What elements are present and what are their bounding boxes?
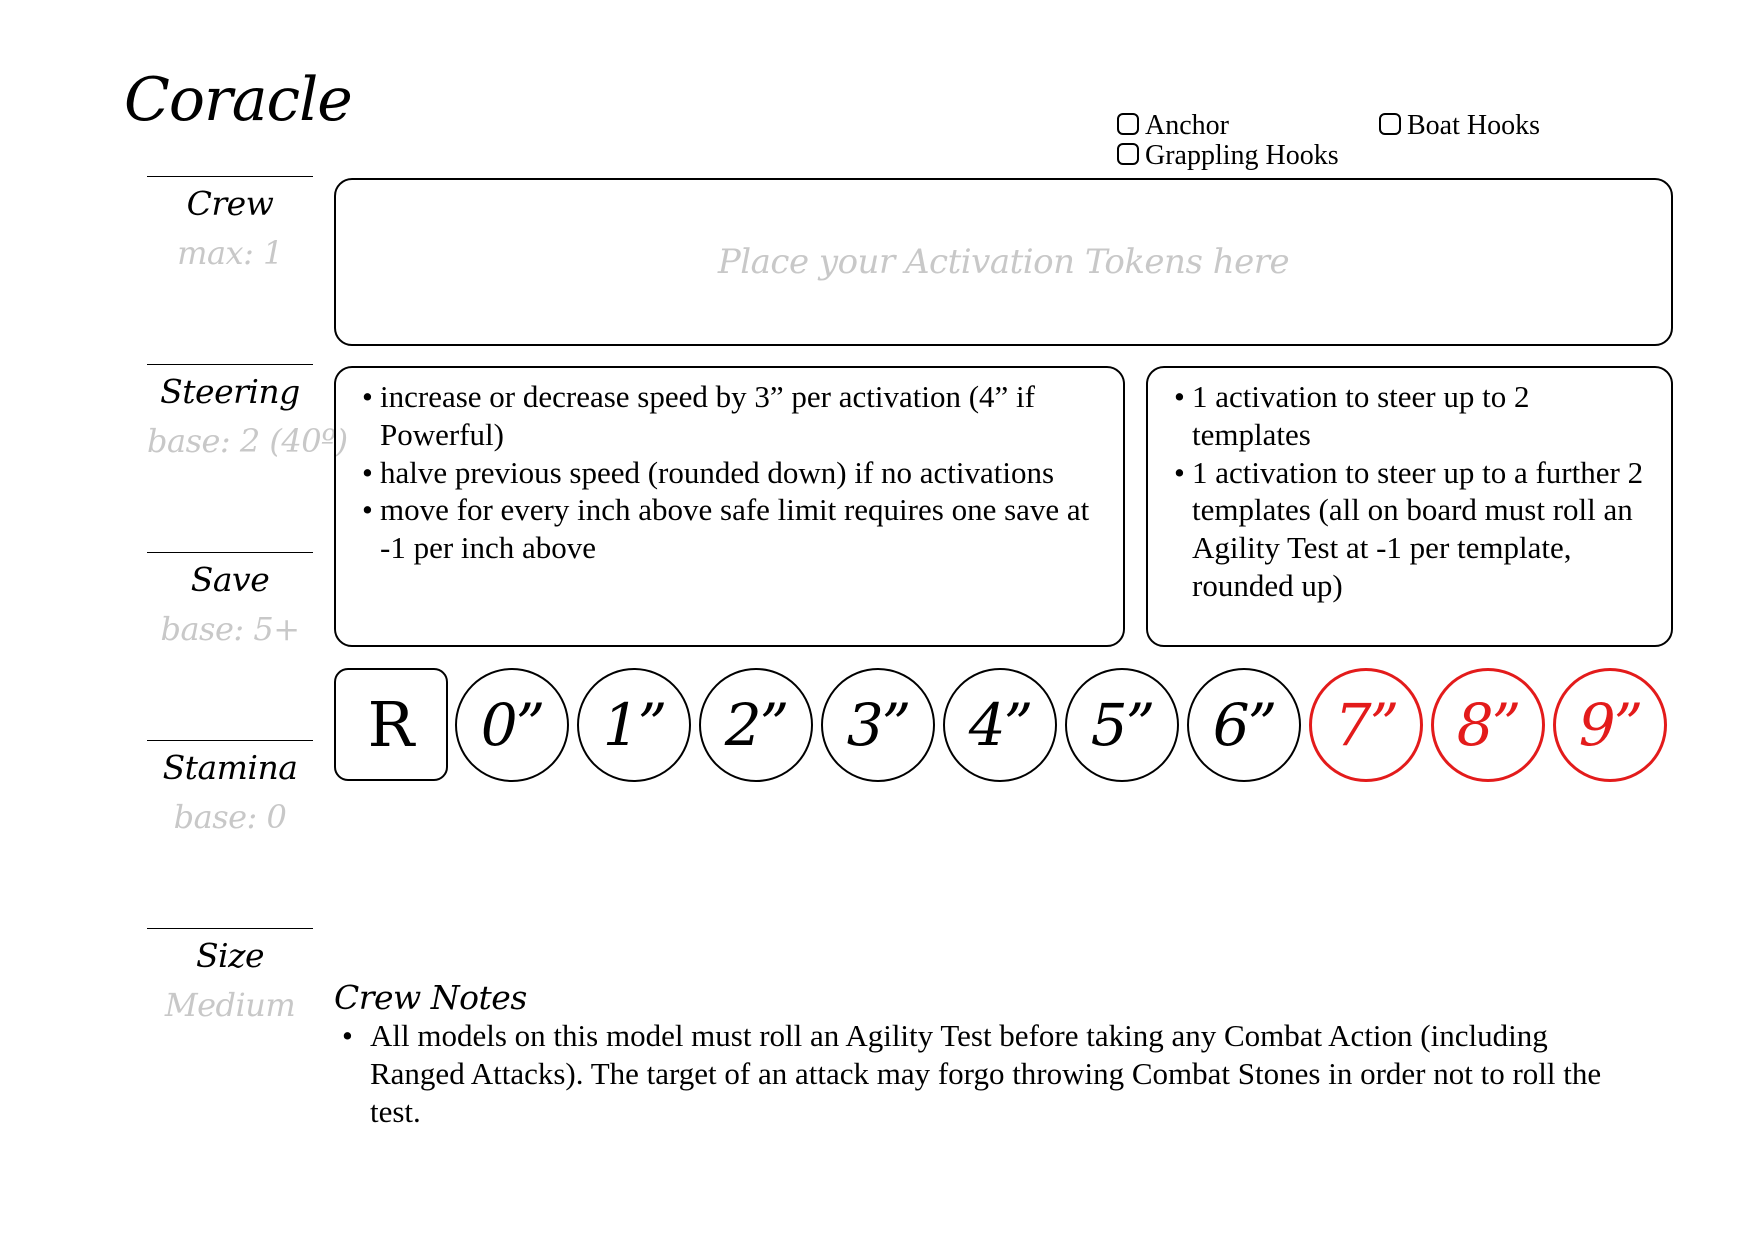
stat-steering [147,364,348,460]
equipment-boat-hooks[interactable] [1379,112,1540,140]
speed-rules-panel [334,366,1125,647]
stat-value: base: 5+ [160,609,300,648]
divider [147,740,313,741]
activation-placeholder: Place your Activation Tokens here [717,242,1290,282]
stat-size [147,928,313,1024]
crew-notes [342,1017,1622,1130]
speed-circle[interactable]: 2” [699,668,813,782]
ship-title: Coracle [124,65,352,135]
equipment-grappling-hooks[interactable] [1117,142,1339,170]
rule-item: • 1 activation to steer up to 2 templates [1174,378,1651,454]
reverse-box[interactable]: R [334,668,448,781]
speed-circle[interactable]: 4” [943,668,1057,782]
stat-label: Save [190,560,270,599]
stat-label: Stamina [162,748,298,787]
divider [147,928,313,929]
speed-circle-unsafe[interactable]: 9” [1553,668,1667,782]
equipment-label: Boat Hooks [1407,110,1540,141]
activation-token-area[interactable] [334,178,1673,346]
stat-crew [147,176,313,272]
stat-label: Size [195,936,265,975]
stat-label: Crew [186,184,274,223]
equipment-label: Anchor [1145,110,1229,141]
checkbox-icon[interactable] [1117,113,1139,135]
speed-circle[interactable]: 3” [821,668,935,782]
divider [147,552,313,553]
speed-circle[interactable]: 0” [455,668,569,782]
crew-notes-title: Crew Notes [334,978,527,1017]
rule-item: • 1 activation to steer up to a further 2 templates (all on board must roll an Agility Test at -1 per template, rounded up) [1174,454,1651,605]
checkbox-icon[interactable] [1117,143,1139,165]
rule-item: • halve previous speed (rounded down) if no activations [362,454,1103,492]
stat-save [147,552,313,648]
divider [147,364,313,365]
stat-value: Medium [164,985,296,1024]
stat-value: base: 0 [173,797,287,836]
note-item: • All models on this model must roll an Agility Test before taking any Combat Action (including Ranged Attacks). The target of an attack may forgo throwing Combat Stones in order not to roll the test. [342,1017,1622,1130]
speed-circle-unsafe[interactable]: 7” [1309,668,1423,782]
equipment-label: Grappling Hooks [1145,140,1339,171]
stat-label: Steering [160,372,300,411]
rule-item: • increase or decrease speed by 3” per activation (4” if Powerful) [362,378,1103,454]
stat-value: max: 1 [177,233,283,272]
speed-circle[interactable]: 5” [1065,668,1179,782]
rule-item: • move for every inch above safe limit requires one save at -1 per inch above [362,491,1103,567]
stat-stamina [147,740,313,836]
equipment-anchor[interactable] [1117,112,1229,140]
speed-circle-unsafe[interactable]: 8” [1431,668,1545,782]
stat-value: base: 2 (40º) [147,421,348,460]
checkbox-icon[interactable] [1379,113,1401,135]
steering-rules-panel [1146,366,1673,647]
divider [147,176,313,177]
speed-circle[interactable]: 1” [577,668,691,782]
speed-circle[interactable]: 6” [1187,668,1301,782]
